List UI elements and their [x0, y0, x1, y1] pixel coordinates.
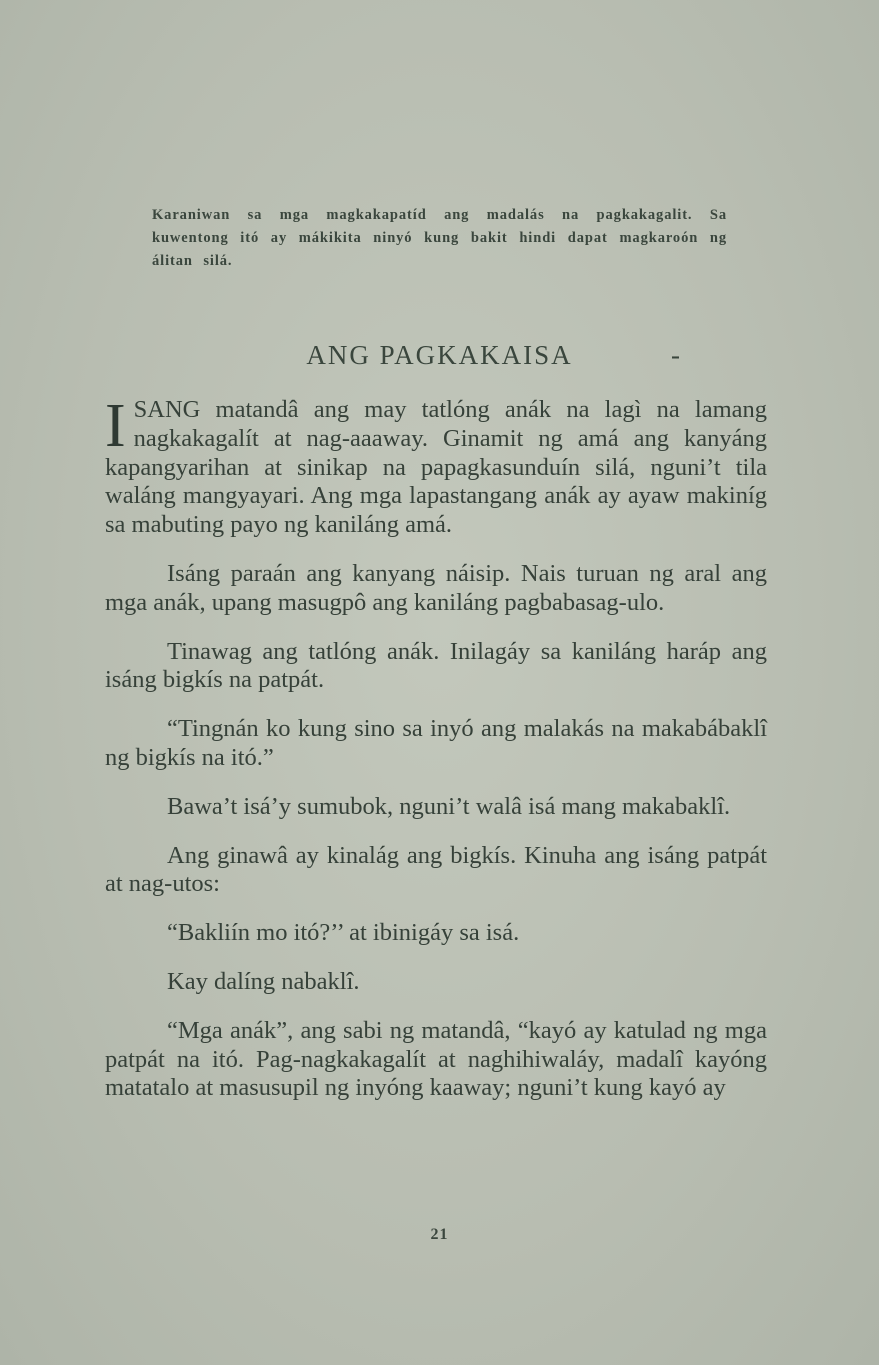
paragraph-8: Kay dalíng nabaklî.	[167, 967, 360, 995]
story-title: ANG PAGKAKAISA	[306, 340, 573, 370]
paragraph-3: Tinawag ang tatlóng anák. Inilagáy sa kaniláng haráp ang isáng bigkís na patpát.	[105, 637, 767, 694]
story-body	[105, 392, 767, 1123]
drop-cap: I	[105, 392, 126, 460]
title-dash: -	[671, 340, 680, 370]
paragraph-1	[105, 392, 767, 540]
paragraph-text: SANG matandâ ang may tatlóng anák na lagì na lamang nagkakagalít at nag-aaaway. Ginamit ng amá ang kanyáng kapangyarihan at sinikap na papagkasunduín silá, nguni’t tila waláng mangyayari. Ang mga lapastangang anák ay ayaw makiníg sa mabuting payo ng kaniláng amá.	[105, 396, 767, 539]
paragraph-2: Isáng paraán ang kanyang náisip. Nais turuan ng aral ang mga anák, upang masugpô ang kaniláng pagbabasag-ulo.	[105, 559, 767, 616]
page-number: 21	[430, 1226, 449, 1243]
paragraph-4: “Tingnán ko kung sino sa inyó ang malakás na makabábaklî ng bigkís na itó.”	[105, 715, 767, 771]
paragraph-5: Bawa’t isá’y sumubok, nguni’t walâ isá mang makabaklî.	[167, 792, 731, 820]
paragraph-7: “Bakliín mo itó?’’ at ibinigáy sa isá.	[167, 919, 520, 947]
paragraph-9: “Mga anák”, ang sabi ng matandâ, “kayó ay katulad ng mga patpát na itó. Pag-nagkakagalít at naghihiwaláy, madalî kayóng matatalo at masusupil ng inyóng kaaway; nguni’t kung kayó ay	[105, 1016, 767, 1102]
intro-summary: Karaniwan sa mga magkakapatíd ang madalás na pagkakagalit. Sa kuwentong itó ay mákikita ninyó kung bakit hindi dapat magkaroón ng álitan silá.	[152, 207, 727, 269]
paragraph-6: Ang ginawâ ay kinalág ang bigkís. Kinuha ang isáng patpát at nag-utos:	[105, 841, 767, 898]
